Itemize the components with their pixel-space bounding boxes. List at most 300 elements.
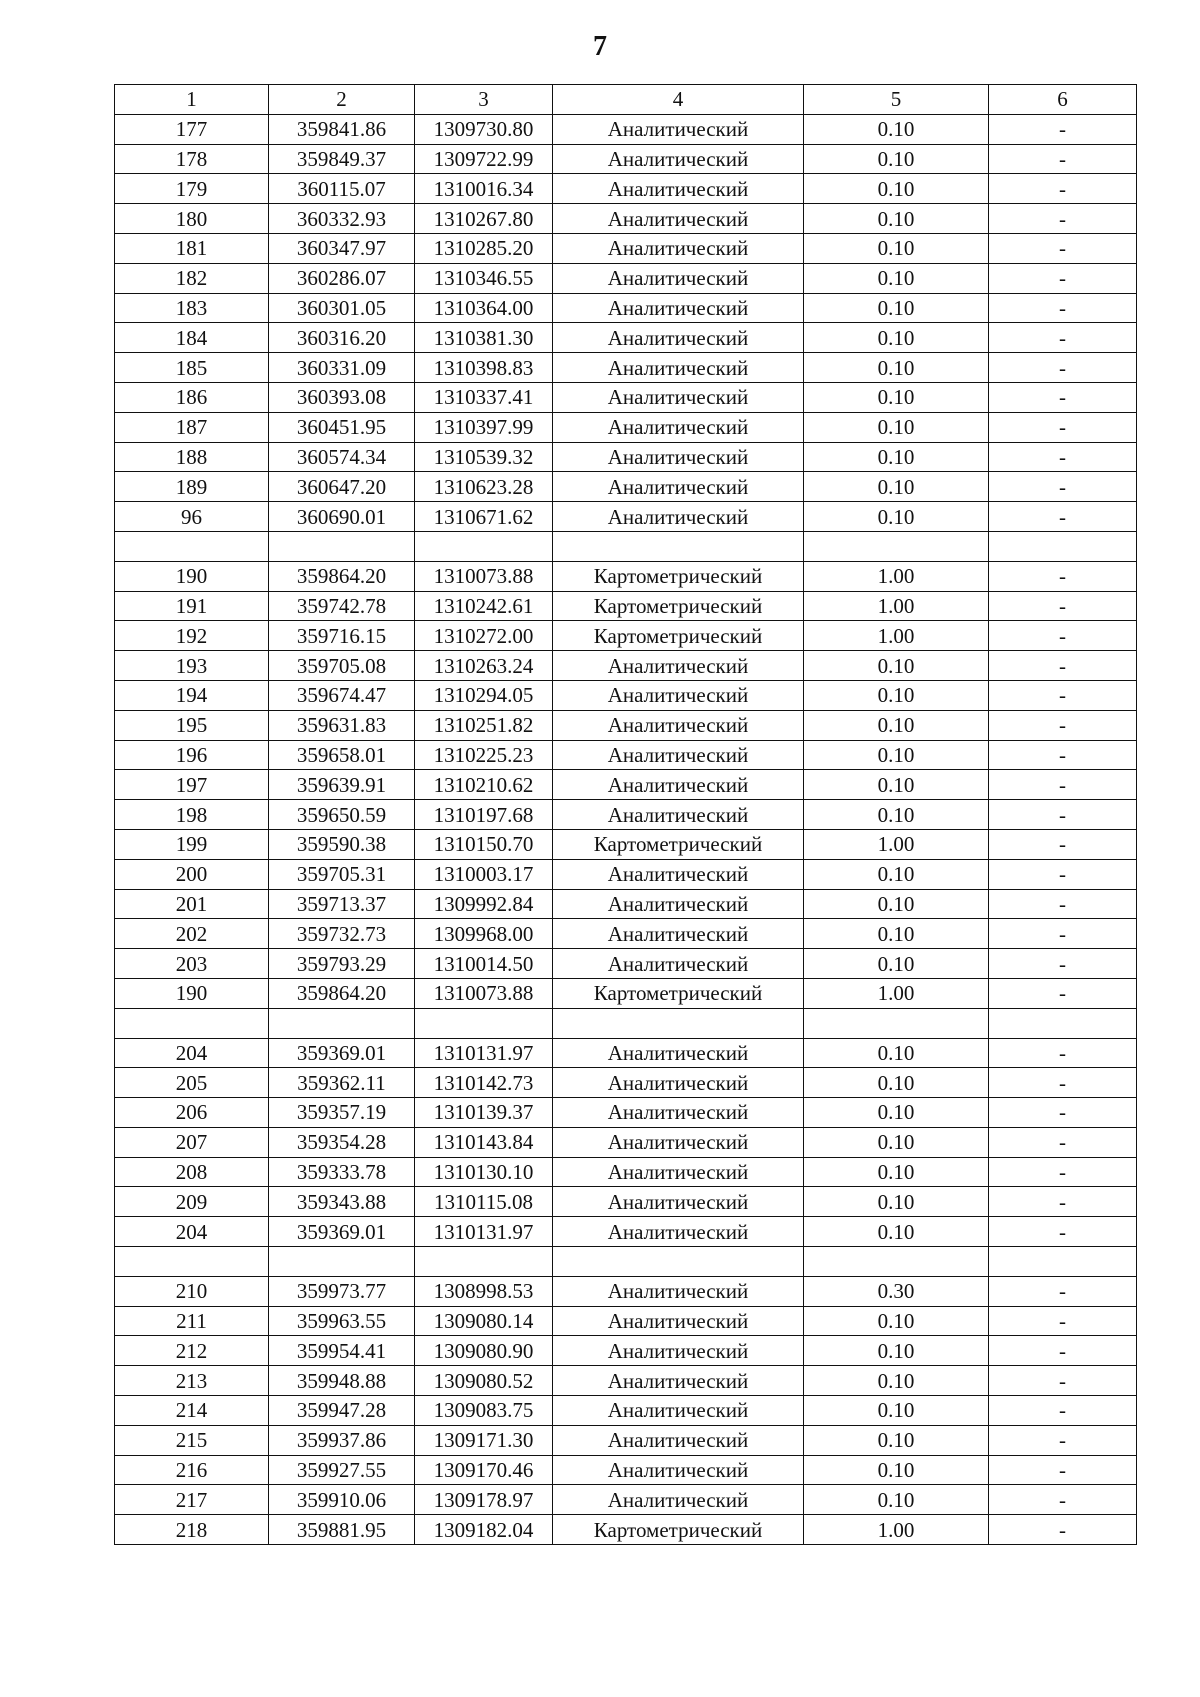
table-row — [115, 1396, 1137, 1426]
point-number-cell: 207 — [115, 1127, 269, 1157]
x-coordinate-cell: 359639.91 — [269, 770, 415, 800]
accuracy-cell: 0.10 — [804, 204, 989, 234]
description-cell: - — [989, 1396, 1137, 1426]
x-coordinate-cell: 359343.88 — [269, 1187, 415, 1217]
description-cell: - — [989, 353, 1137, 383]
table-row — [115, 889, 1137, 919]
table-row — [115, 919, 1137, 949]
y-coordinate-cell: 1310142.73 — [415, 1068, 553, 1098]
method-cell: Аналитический — [553, 442, 804, 472]
method-cell: Аналитический — [553, 1485, 804, 1515]
point-number-cell: 214 — [115, 1396, 269, 1426]
description-cell: - — [989, 442, 1137, 472]
accuracy-cell: 1.00 — [804, 829, 989, 859]
x-coordinate-cell: 360347.97 — [269, 233, 415, 263]
x-coordinate-cell: 359362.11 — [269, 1068, 415, 1098]
description-cell: - — [989, 1157, 1137, 1187]
x-coordinate-cell: 360451.95 — [269, 412, 415, 442]
description-cell: - — [989, 1217, 1137, 1247]
point-number-cell: 204 — [115, 1038, 269, 1068]
point-number-cell: 198 — [115, 800, 269, 830]
table-row — [115, 621, 1137, 651]
column-header: 1 — [115, 85, 269, 115]
table-row — [115, 561, 1137, 591]
description-cell: - — [989, 204, 1137, 234]
table-row — [115, 859, 1137, 889]
point-number-cell: 188 — [115, 442, 269, 472]
y-coordinate-cell: 1310197.68 — [415, 800, 553, 830]
accuracy-cell: 0.10 — [804, 382, 989, 412]
point-number-cell: 212 — [115, 1336, 269, 1366]
description-cell: - — [989, 174, 1137, 204]
accuracy-cell: 0.10 — [804, 353, 989, 383]
x-coordinate-cell: 359357.19 — [269, 1098, 415, 1128]
point-number-cell: 200 — [115, 859, 269, 889]
point-number-cell: 177 — [115, 114, 269, 144]
point-number-cell: 189 — [115, 472, 269, 502]
method-cell: Аналитический — [553, 1276, 804, 1306]
description-cell: - — [989, 919, 1137, 949]
accuracy-cell: 0.10 — [804, 680, 989, 710]
x-coordinate-cell — [269, 1008, 415, 1038]
column-header: 2 — [269, 85, 415, 115]
x-coordinate-cell: 360115.07 — [269, 174, 415, 204]
description-cell: - — [989, 651, 1137, 681]
description-cell: - — [989, 561, 1137, 591]
y-coordinate-cell: 1310285.20 — [415, 233, 553, 263]
separator-row — [115, 1247, 1137, 1277]
accuracy-cell: 0.10 — [804, 1157, 989, 1187]
y-coordinate-cell: 1309730.80 — [415, 114, 553, 144]
description-cell: - — [989, 144, 1137, 174]
x-coordinate-cell: 359742.78 — [269, 591, 415, 621]
table-row — [115, 1068, 1137, 1098]
y-coordinate-cell: 1310139.37 — [415, 1098, 553, 1128]
y-coordinate-cell: 1309083.75 — [415, 1396, 553, 1426]
x-coordinate-cell: 360332.93 — [269, 204, 415, 234]
y-coordinate-cell: 1310337.41 — [415, 382, 553, 412]
point-number-cell: 199 — [115, 829, 269, 859]
description-cell: - — [989, 859, 1137, 889]
point-number-cell: 179 — [115, 174, 269, 204]
description-cell — [989, 531, 1137, 561]
accuracy-cell: 0.10 — [804, 889, 989, 919]
method-cell: Аналитический — [553, 293, 804, 323]
point-number-cell: 184 — [115, 323, 269, 353]
method-cell: Аналитический — [553, 1396, 804, 1426]
y-coordinate-cell: 1310267.80 — [415, 204, 553, 234]
x-coordinate-cell: 359369.01 — [269, 1217, 415, 1247]
accuracy-cell: 1.00 — [804, 621, 989, 651]
x-coordinate-cell: 359881.95 — [269, 1515, 415, 1545]
table-row — [115, 1306, 1137, 1336]
table-row — [115, 114, 1137, 144]
y-coordinate-cell: 1310130.10 — [415, 1157, 553, 1187]
y-coordinate-cell: 1310623.28 — [415, 472, 553, 502]
y-coordinate-cell — [415, 531, 553, 561]
point-number-cell: 192 — [115, 621, 269, 651]
table-row — [115, 591, 1137, 621]
point-number-cell: 181 — [115, 233, 269, 263]
y-coordinate-cell: 1310294.05 — [415, 680, 553, 710]
accuracy-cell — [804, 1247, 989, 1277]
point-number-cell: 216 — [115, 1455, 269, 1485]
method-cell: Аналитический — [553, 770, 804, 800]
y-coordinate-cell: 1310381.30 — [415, 323, 553, 353]
method-cell: Картометрический — [553, 829, 804, 859]
description-cell: - — [989, 680, 1137, 710]
table-row — [115, 949, 1137, 979]
table-row — [115, 1098, 1137, 1128]
accuracy-cell: 0.10 — [804, 651, 989, 681]
accuracy-cell: 0.10 — [804, 710, 989, 740]
description-cell: - — [989, 1098, 1137, 1128]
description-cell: - — [989, 978, 1137, 1008]
accuracy-cell: 0.10 — [804, 323, 989, 353]
point-number-cell: 195 — [115, 710, 269, 740]
x-coordinate-cell: 359705.31 — [269, 859, 415, 889]
table-row — [115, 1515, 1137, 1545]
y-coordinate-cell: 1309992.84 — [415, 889, 553, 919]
x-coordinate-cell: 360647.20 — [269, 472, 415, 502]
method-cell: Картометрический — [553, 978, 804, 1008]
x-coordinate-cell: 359658.01 — [269, 740, 415, 770]
y-coordinate-cell: 1310398.83 — [415, 353, 553, 383]
method-cell: Аналитический — [553, 800, 804, 830]
description-cell: - — [989, 1455, 1137, 1485]
description-cell: - — [989, 1425, 1137, 1455]
separator-row — [115, 531, 1137, 561]
method-cell: Аналитический — [553, 859, 804, 889]
table-row — [115, 1425, 1137, 1455]
description-cell: - — [989, 1068, 1137, 1098]
x-coordinate-cell: 359705.08 — [269, 651, 415, 681]
method-cell: Аналитический — [553, 1455, 804, 1485]
description-cell — [989, 1247, 1137, 1277]
x-coordinate-cell: 360574.34 — [269, 442, 415, 472]
method-cell: Аналитический — [553, 472, 804, 502]
point-number-cell: 96 — [115, 502, 269, 532]
x-coordinate-cell: 359841.86 — [269, 114, 415, 144]
table-header-row — [115, 85, 1137, 115]
x-coordinate-cell: 360286.07 — [269, 263, 415, 293]
y-coordinate-cell: 1309178.97 — [415, 1485, 553, 1515]
x-coordinate-cell: 359716.15 — [269, 621, 415, 651]
accuracy-cell: 0.10 — [804, 949, 989, 979]
x-coordinate-cell — [269, 531, 415, 561]
point-number-cell — [115, 1247, 269, 1277]
description-cell: - — [989, 323, 1137, 353]
description-cell: - — [989, 502, 1137, 532]
table-row — [115, 204, 1137, 234]
method-cell: Аналитический — [553, 1187, 804, 1217]
x-coordinate-cell: 359793.29 — [269, 949, 415, 979]
table-row — [115, 263, 1137, 293]
method-cell: Аналитический — [553, 1306, 804, 1336]
accuracy-cell: 0.10 — [804, 1425, 989, 1455]
table-row — [115, 323, 1137, 353]
accuracy-cell: 0.10 — [804, 1098, 989, 1128]
description-cell: - — [989, 1306, 1137, 1336]
accuracy-cell: 0.10 — [804, 1485, 989, 1515]
method-cell: Аналитический — [553, 1425, 804, 1455]
table-row — [115, 740, 1137, 770]
y-coordinate-cell: 1310539.32 — [415, 442, 553, 472]
y-coordinate-cell: 1309080.52 — [415, 1366, 553, 1396]
point-number-cell: 186 — [115, 382, 269, 412]
method-cell — [553, 1008, 804, 1038]
y-coordinate-cell: 1310242.61 — [415, 591, 553, 621]
point-number-cell: 218 — [115, 1515, 269, 1545]
accuracy-cell: 0.10 — [804, 412, 989, 442]
point-number-cell: 190 — [115, 978, 269, 1008]
table-row — [115, 1455, 1137, 1485]
table-row — [115, 1127, 1137, 1157]
method-cell: Аналитический — [553, 412, 804, 442]
method-cell: Аналитический — [553, 680, 804, 710]
method-cell: Аналитический — [553, 1366, 804, 1396]
method-cell: Аналитический — [553, 1217, 804, 1247]
y-coordinate-cell: 1309170.46 — [415, 1455, 553, 1485]
method-cell: Аналитический — [553, 1336, 804, 1366]
point-number-cell: 194 — [115, 680, 269, 710]
x-coordinate-cell: 359631.83 — [269, 710, 415, 740]
table-row — [115, 144, 1137, 174]
column-header: 4 — [553, 85, 804, 115]
description-cell: - — [989, 1336, 1137, 1366]
point-number-cell: 182 — [115, 263, 269, 293]
description-cell: - — [989, 949, 1137, 979]
point-number-cell — [115, 1008, 269, 1038]
accuracy-cell: 1.00 — [804, 561, 989, 591]
point-number-cell: 202 — [115, 919, 269, 949]
y-coordinate-cell: 1310073.88 — [415, 561, 553, 591]
y-coordinate-cell: 1310251.82 — [415, 710, 553, 740]
accuracy-cell: 0.10 — [804, 1396, 989, 1426]
table-row — [115, 442, 1137, 472]
accuracy-cell: 0.10 — [804, 740, 989, 770]
y-coordinate-cell: 1310210.62 — [415, 770, 553, 800]
point-number-cell: 183 — [115, 293, 269, 323]
accuracy-cell: 0.10 — [804, 1217, 989, 1247]
accuracy-cell: 0.10 — [804, 293, 989, 323]
description-cell: - — [989, 889, 1137, 919]
accuracy-cell: 0.10 — [804, 174, 989, 204]
point-number-cell: 203 — [115, 949, 269, 979]
point-number-cell: 209 — [115, 1187, 269, 1217]
description-cell: - — [989, 114, 1137, 144]
x-coordinate-cell: 360331.09 — [269, 353, 415, 383]
x-coordinate-cell: 359732.73 — [269, 919, 415, 949]
table-row — [115, 800, 1137, 830]
method-cell: Аналитический — [553, 174, 804, 204]
description-cell: - — [989, 1276, 1137, 1306]
accuracy-cell: 1.00 — [804, 978, 989, 1008]
y-coordinate-cell: 1310143.84 — [415, 1127, 553, 1157]
table-row — [115, 1366, 1137, 1396]
x-coordinate-cell: 359948.88 — [269, 1366, 415, 1396]
y-coordinate-cell: 1309968.00 — [415, 919, 553, 949]
y-coordinate-cell: 1309080.14 — [415, 1306, 553, 1336]
table-row — [115, 978, 1137, 1008]
accuracy-cell: 0.10 — [804, 472, 989, 502]
accuracy-cell: 0.10 — [804, 1187, 989, 1217]
point-number-cell: 210 — [115, 1276, 269, 1306]
table-row — [115, 829, 1137, 859]
y-coordinate-cell — [415, 1008, 553, 1038]
method-cell: Аналитический — [553, 889, 804, 919]
description-cell — [989, 1008, 1137, 1038]
method-cell: Аналитический — [553, 323, 804, 353]
table-row — [115, 710, 1137, 740]
accuracy-cell: 0.10 — [804, 1127, 989, 1157]
y-coordinate-cell: 1309182.04 — [415, 1515, 553, 1545]
x-coordinate-cell: 359650.59 — [269, 800, 415, 830]
description-cell: - — [989, 740, 1137, 770]
table-row — [115, 412, 1137, 442]
accuracy-cell: 0.10 — [804, 1455, 989, 1485]
x-coordinate-cell: 360393.08 — [269, 382, 415, 412]
method-cell: Аналитический — [553, 233, 804, 263]
method-cell: Аналитический — [553, 382, 804, 412]
coordinates-table-container — [114, 84, 1137, 1545]
table-row — [115, 472, 1137, 502]
x-coordinate-cell: 359354.28 — [269, 1127, 415, 1157]
column-header: 6 — [989, 85, 1137, 115]
x-coordinate-cell: 359674.47 — [269, 680, 415, 710]
description-cell: - — [989, 472, 1137, 502]
accuracy-cell: 0.10 — [804, 442, 989, 472]
accuracy-cell: 0.10 — [804, 114, 989, 144]
description-cell: - — [989, 263, 1137, 293]
point-number-cell: 217 — [115, 1485, 269, 1515]
table-row — [115, 502, 1137, 532]
accuracy-cell: 0.10 — [804, 859, 989, 889]
method-cell: Аналитический — [553, 204, 804, 234]
description-cell: - — [989, 1515, 1137, 1545]
accuracy-cell — [804, 1008, 989, 1038]
x-coordinate-cell: 359963.55 — [269, 1306, 415, 1336]
y-coordinate-cell: 1310671.62 — [415, 502, 553, 532]
accuracy-cell — [804, 531, 989, 561]
description-cell: - — [989, 1038, 1137, 1068]
y-coordinate-cell: 1310131.97 — [415, 1217, 553, 1247]
table-body — [115, 85, 1137, 1545]
method-cell: Картометрический — [553, 1515, 804, 1545]
y-coordinate-cell: 1309722.99 — [415, 144, 553, 174]
table-row — [115, 174, 1137, 204]
table-row — [115, 382, 1137, 412]
point-number-cell: 206 — [115, 1098, 269, 1128]
y-coordinate-cell: 1310115.08 — [415, 1187, 553, 1217]
method-cell: Картометрический — [553, 591, 804, 621]
table-row — [115, 680, 1137, 710]
description-cell: - — [989, 1127, 1137, 1157]
method-cell: Аналитический — [553, 949, 804, 979]
y-coordinate-cell: 1309171.30 — [415, 1425, 553, 1455]
description-cell: - — [989, 800, 1137, 830]
method-cell — [553, 531, 804, 561]
method-cell: Аналитический — [553, 710, 804, 740]
x-coordinate-cell: 359849.37 — [269, 144, 415, 174]
description-cell: - — [989, 770, 1137, 800]
table-row — [115, 353, 1137, 383]
table-row — [115, 1217, 1137, 1247]
method-cell: Аналитический — [553, 114, 804, 144]
x-coordinate-cell: 359590.38 — [269, 829, 415, 859]
description-cell: - — [989, 382, 1137, 412]
point-number-cell: 191 — [115, 591, 269, 621]
point-number-cell: 190 — [115, 561, 269, 591]
x-coordinate-cell: 359927.55 — [269, 1455, 415, 1485]
column-header: 3 — [415, 85, 553, 115]
point-number-cell: 204 — [115, 1217, 269, 1247]
accuracy-cell: 0.10 — [804, 1068, 989, 1098]
method-cell: Аналитический — [553, 651, 804, 681]
x-coordinate-cell: 359713.37 — [269, 889, 415, 919]
x-coordinate-cell: 359954.41 — [269, 1336, 415, 1366]
column-header: 5 — [804, 85, 989, 115]
point-number-cell: 196 — [115, 740, 269, 770]
accuracy-cell: 1.00 — [804, 1515, 989, 1545]
description-cell: - — [989, 233, 1137, 263]
description-cell: - — [989, 293, 1137, 323]
x-coordinate-cell: 359333.78 — [269, 1157, 415, 1187]
method-cell — [553, 1247, 804, 1277]
point-number-cell: 201 — [115, 889, 269, 919]
method-cell: Аналитический — [553, 1127, 804, 1157]
page-number: 7 — [593, 31, 607, 62]
y-coordinate-cell: 1310003.17 — [415, 859, 553, 889]
x-coordinate-cell: 359910.06 — [269, 1485, 415, 1515]
y-coordinate-cell: 1310016.34 — [415, 174, 553, 204]
accuracy-cell: 0.10 — [804, 800, 989, 830]
description-cell: - — [989, 1485, 1137, 1515]
description-cell: - — [989, 621, 1137, 651]
point-number-cell: 193 — [115, 651, 269, 681]
y-coordinate-cell: 1310150.70 — [415, 829, 553, 859]
method-cell: Аналитический — [553, 919, 804, 949]
accuracy-cell: 0.10 — [804, 770, 989, 800]
y-coordinate-cell: 1310073.88 — [415, 978, 553, 1008]
accuracy-cell: 0.10 — [804, 144, 989, 174]
coordinates-table — [114, 84, 1137, 1545]
method-cell: Аналитический — [553, 740, 804, 770]
y-coordinate-cell: 1310263.24 — [415, 651, 553, 681]
y-coordinate-cell: 1310397.99 — [415, 412, 553, 442]
x-coordinate-cell: 359937.86 — [269, 1425, 415, 1455]
y-coordinate-cell: 1310014.50 — [415, 949, 553, 979]
x-coordinate-cell: 360301.05 — [269, 293, 415, 323]
table-row — [115, 293, 1137, 323]
accuracy-cell: 0.10 — [804, 919, 989, 949]
y-coordinate-cell — [415, 1247, 553, 1277]
point-number-cell: 180 — [115, 204, 269, 234]
y-coordinate-cell: 1310272.00 — [415, 621, 553, 651]
accuracy-cell: 0.10 — [804, 1038, 989, 1068]
table-row — [115, 233, 1137, 263]
table-row — [115, 1276, 1137, 1306]
x-coordinate-cell: 359369.01 — [269, 1038, 415, 1068]
y-coordinate-cell: 1308998.53 — [415, 1276, 553, 1306]
point-number-cell: 208 — [115, 1157, 269, 1187]
table-row — [115, 1187, 1137, 1217]
y-coordinate-cell: 1310225.23 — [415, 740, 553, 770]
method-cell: Картометрический — [553, 561, 804, 591]
method-cell: Аналитический — [553, 1098, 804, 1128]
method-cell: Аналитический — [553, 353, 804, 383]
method-cell: Картометрический — [553, 621, 804, 651]
